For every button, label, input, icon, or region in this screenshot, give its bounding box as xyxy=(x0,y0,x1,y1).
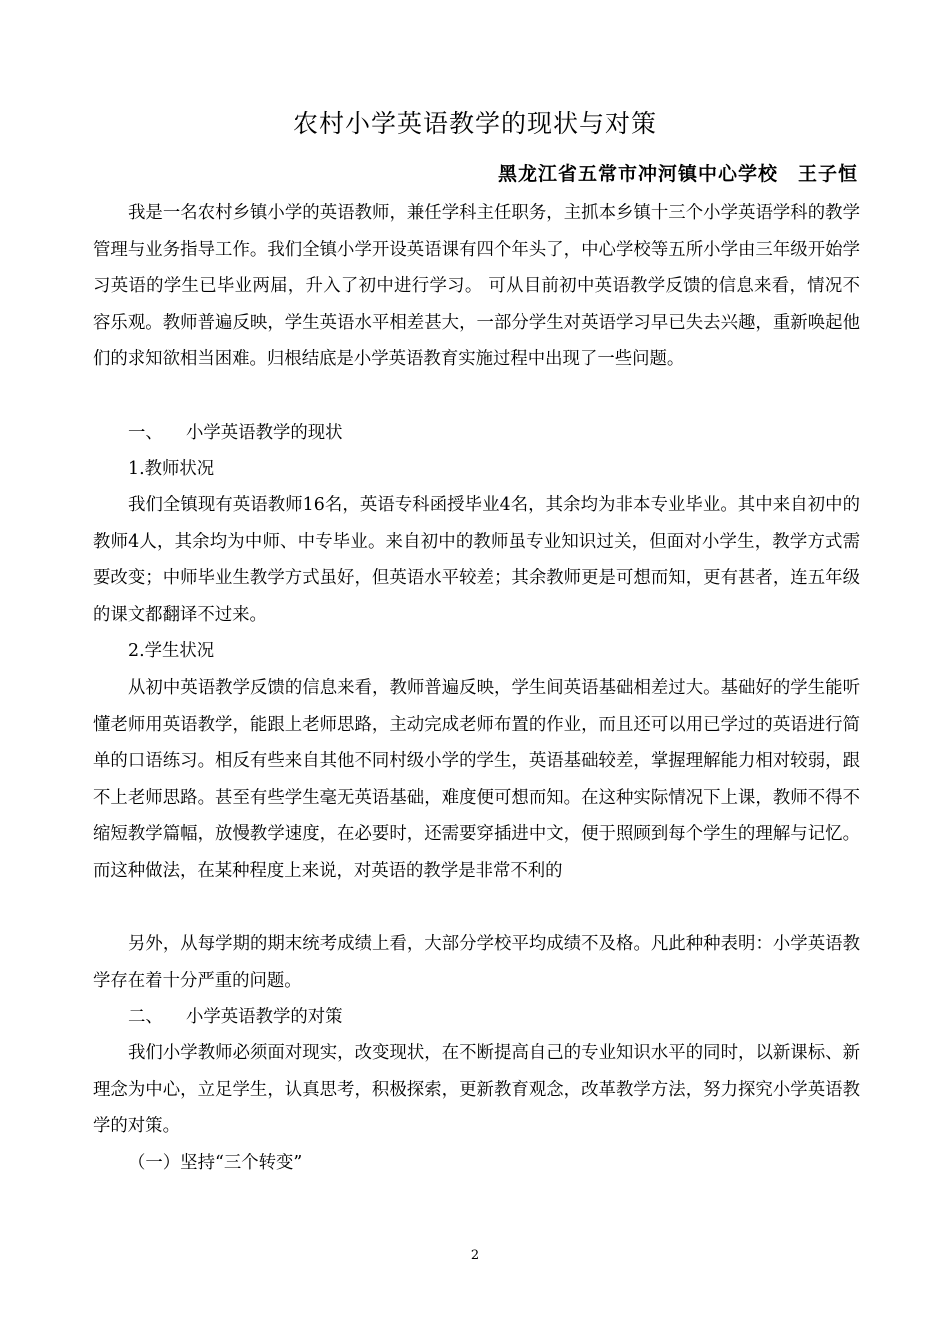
section-2-heading xyxy=(128,999,343,1036)
section-1-heading xyxy=(128,415,343,452)
subsection-3-heading: （一）坚持“三个转变” xyxy=(128,1153,303,1173)
section-2-number: 二、 xyxy=(128,1007,163,1027)
section-2-title: 小学英语教学的对策 xyxy=(186,1007,343,1027)
page-number: 2 xyxy=(470,1248,480,1263)
strategies-paragraph: 我们小学教师必须面对现实，改变现状，在不断提高自己的专业知识水平的同时，以新课标、新理念为中心，立足学生，认真思考，积极探索，更新教育观念，改革教学方法，努力探究小学英语教学的对策。 xyxy=(93,1043,860,1136)
section-1-number: 一、 xyxy=(128,423,163,443)
document-title: 农村小学英语教学的现状与对策 xyxy=(292,109,657,138)
teacher-status-paragraph: 我们全镇现有英语教师16名，英语专科函授毕业4名，其余均为非本专业毕业。其中来自初中的教师4人，其余均为中师、中专毕业。来自初中的教师虽专业知识过关，但面对小学生，教学方式需要改变；中师毕业生教学方式虽好，但英语水平较差；其余教师更是可想而知，更有甚者，连五年级的课文都翻译不过来。 xyxy=(93,495,860,625)
intro-paragraph: 我是一名农村乡镇小学的英语教师，兼任学科主任职务，主抓本乡镇十三个小学英语学科的教学管理与业务指导工作。我们全镇小学开设英语课有四个年头了，中心学校等五所小学由三年级开始学习英语的学生已毕业两届，升入了初中进行学习。 可从目前初中英语教学反馈的信息来看，情况不容乐观。教师普遍反映，学生英语水平相差甚大，一部分学生对英语学习早已失去兴趣，重新唤起他们的求知欲相当困难。归根结底是小学英语教育实施过程中出现了一些问题。 xyxy=(93,203,860,369)
subsection-2-heading: 2.学生状况 xyxy=(128,641,215,661)
section-1-title: 小学英语教学的现状 xyxy=(186,423,343,443)
subsection-1-heading: 1.教师状况 xyxy=(128,459,215,479)
exam-results-paragraph: 另外，从每学期的期末统考成绩上看，大部分学校平均成绩不及格。凡此种种表明：小学英语教学存在着十分严重的问题。 xyxy=(93,934,860,991)
author-line: 黑龙江省五常市冲河镇中心学校 王子恒 xyxy=(497,163,858,185)
student-status-paragraph: 从初中英语教学反馈的信息来看，教师普遍反映，学生间英语基础相差过大。基础好的学生能听懂老师用英语教学，能跟上老师思路，主动完成老师布置的作业，而且还可以用已学过的英语进行简单的口语练习。相反有些来自其他不同村级小学的学生，英语基础较差，掌握理解能力相对较弱，跟不上老师思路。甚至有些学生毫无英语基础，难度便可想而知。在这种实际情况下上课，教师不得不缩短教学篇幅，放慢教学速度，在必要时，还需要穿插进中文，便于照顾到每个学生的理解与记忆。而这种做法，在某种程度上来说，对英语的教学是非常不利的 xyxy=(93,678,860,881)
